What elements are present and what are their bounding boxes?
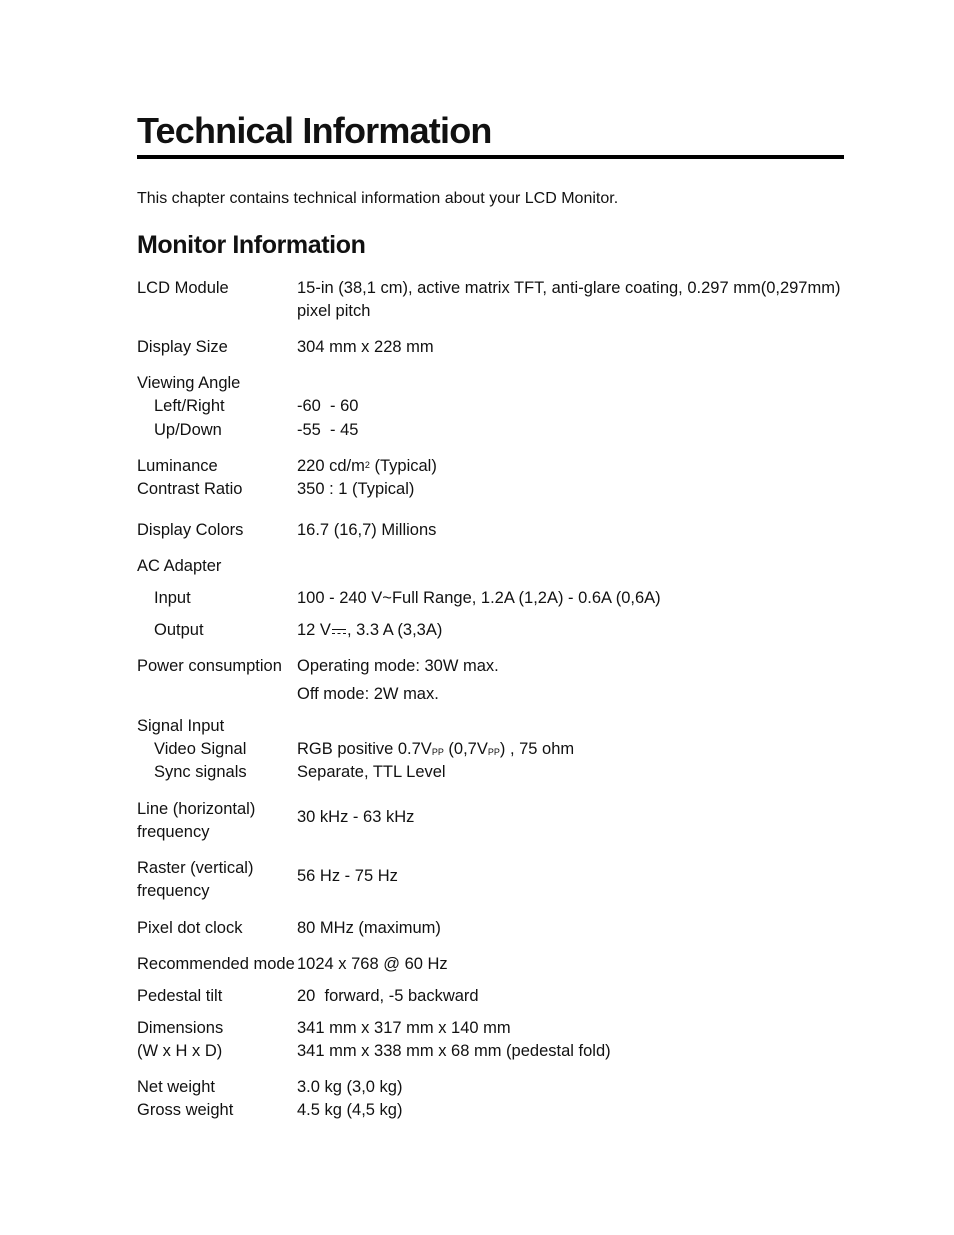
dimensions-label-cont: (W x H x D) bbox=[137, 1042, 223, 1060]
display-size-value: 304 mm x 228 mm bbox=[297, 338, 434, 356]
viewing-up-down-label: Up/Down bbox=[154, 421, 222, 439]
pedestal-tilt-value: 20 forward, -5 backward bbox=[297, 987, 479, 1005]
viewing-left-right-value: -60 - 60 bbox=[297, 397, 359, 415]
sync-signals-value: Separate, TTL Level bbox=[297, 763, 446, 781]
lcd-module-label: LCD Module bbox=[137, 279, 229, 297]
line-freq-label-cont: frequency bbox=[137, 823, 210, 841]
lcd-module-value: 15-in (38,1 cm), active matrix TFT, anti-glare coating, 0.297 mm(0,297mm) bbox=[297, 279, 841, 297]
power-off-value: Off mode: 2W max. bbox=[297, 685, 439, 703]
raster-freq-value: 56 Hz - 75 Hz bbox=[297, 867, 398, 885]
pixel-clock-value: 80 MHz (maximum) bbox=[297, 919, 441, 937]
adapter-output-label: Output bbox=[154, 621, 204, 639]
display-colors-value: 16.7 (16,7) Millions bbox=[297, 521, 437, 539]
gross-weight-value: 4.5 kg (4,5 kg) bbox=[297, 1101, 403, 1119]
video-signal-value: RGB positive $0.7V_{PP}$ $(0,7V_{PP})$ , 75 ohm bbox=[297, 740, 575, 758]
net-weight-value: 3.0 kg (3,0 kg) bbox=[297, 1078, 403, 1096]
display-size-label: Display Size bbox=[137, 338, 228, 356]
raster-freq-label: Raster (vertical) bbox=[137, 859, 254, 877]
display-colors-label: Display Colors bbox=[137, 521, 244, 539]
adapter-input-label: Input bbox=[154, 589, 191, 607]
luminance-value: 220 $cd/m^2$ (Typical) bbox=[297, 457, 437, 475]
luminance-label: Luminance bbox=[137, 457, 218, 475]
sync-signals-label: Sync signals bbox=[154, 763, 247, 781]
dimensions-fold-value: 341 mm x 338 mm x 68 mm (pedestal fold) bbox=[297, 1042, 611, 1060]
adapter-input-value: 100 - 240 V~Full Range, 1.2A (1,2A) - 0.6A (0,6A) bbox=[297, 589, 661, 607]
power-operating-value: Operating mode: 30W max. bbox=[297, 657, 499, 675]
intro-text: This chapter contains technical information about your LCD Monitor. bbox=[137, 190, 619, 207]
dimensions-value: 341 mm x 317 mm x 140 mm bbox=[297, 1019, 511, 1037]
viewing-left-right-label: Left/Right bbox=[154, 397, 225, 415]
video-signal-label: Video Signal bbox=[154, 740, 247, 758]
contrast-label: Contrast Ratio bbox=[137, 480, 243, 498]
line-freq-label: Line (horizontal) bbox=[137, 800, 256, 818]
power-label: Power consumption bbox=[137, 657, 282, 675]
net-weight-label: Net weight bbox=[137, 1078, 215, 1096]
signal-input-label: Signal Input bbox=[137, 717, 225, 735]
raster-freq-label-cont: frequency bbox=[137, 882, 210, 900]
viewing-up-down-value: -55 - 45 bbox=[297, 421, 359, 439]
line-freq-value: 30 kHz - 63 kHz bbox=[297, 808, 415, 826]
viewing-angle-label: Viewing Angle bbox=[137, 374, 241, 392]
ac-adapter-label: AC Adapter bbox=[137, 557, 222, 575]
dimensions-label: Dimensions bbox=[137, 1019, 224, 1037]
contrast-value: 350 : 1 (Typical) bbox=[297, 480, 415, 498]
pedestal-tilt-label: Pedestal tilt bbox=[137, 987, 223, 1005]
section-title: Monitor Information bbox=[137, 231, 366, 259]
recommended-mode-value: 1024 x 768 @ 60 Hz bbox=[297, 955, 448, 973]
pixel-clock-label: Pixel dot clock bbox=[137, 919, 243, 937]
adapter-output-value: 12 V , 3.3 A (3,3A) bbox=[297, 621, 443, 639]
recommended-mode-label: Recommended mode bbox=[137, 955, 295, 973]
page-title: Technical Information bbox=[137, 110, 492, 151]
gross-weight-label: Gross weight bbox=[137, 1101, 234, 1119]
lcd-module-value-cont: pixel pitch bbox=[297, 302, 371, 320]
dc-symbol-icon bbox=[331, 627, 347, 635]
